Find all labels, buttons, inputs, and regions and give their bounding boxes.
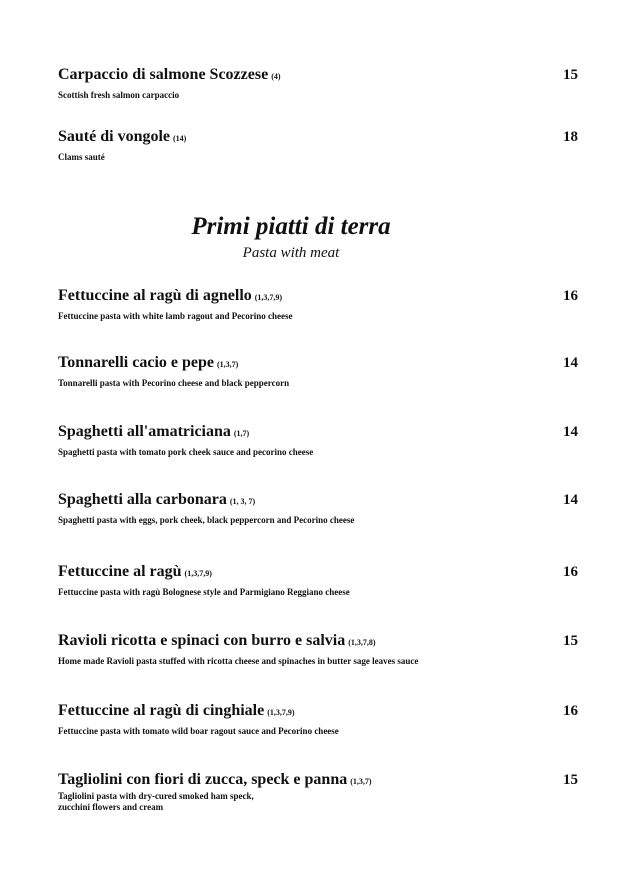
item-description: Scottish fresh salmon carpaccio	[58, 90, 180, 100]
item-name: Spaghetti all'amatriciana (1,7)	[58, 423, 250, 440]
item-name: Ravioli ricotta e spinaci con burro e salvia (1,3,7,8)	[58, 632, 376, 649]
menu-item	[58, 491, 580, 526]
item-allergens: (1,3,7,9)	[184, 569, 212, 578]
item-price: 16	[563, 703, 578, 719]
item-name: Fettuccine al ragù di agnello (1,3,7,9)	[58, 287, 283, 304]
item-allergens: (14)	[173, 134, 187, 143]
item-description: Home made Ravioli pasta stuffed with ricotta cheese and spinaches in butter sage leaves sauce	[58, 656, 419, 666]
item-name: Carpaccio di salmone Scozzese (4)	[58, 66, 281, 83]
item-allergens: (1,3,7,9)	[267, 708, 295, 717]
item-price: 14	[563, 355, 578, 371]
item-price: 14	[563, 424, 578, 440]
item-price: 16	[563, 564, 578, 580]
item-description: Fettuccine pasta with white lamb ragout and Pecorino cheese	[58, 311, 293, 321]
item-allergens: (1,3,7)	[217, 360, 239, 369]
menu-item	[58, 632, 580, 667]
menu-item	[58, 563, 580, 598]
item-price: 15	[563, 633, 578, 649]
item-allergens: (1,3,7,9)	[254, 293, 283, 302]
menu-item	[58, 128, 580, 163]
item-description: Fettuccine pasta with tomato wild boar ragout sauce and Pecorino cheese	[58, 726, 339, 736]
item-description: Tonnarelli pasta with Pecorino cheese and black peppercorn	[58, 378, 290, 388]
menu-item	[58, 354, 580, 389]
item-allergens: (1, 3, 7)	[229, 497, 256, 506]
section-title: Primi piatti di terra	[191, 213, 391, 240]
item-price: 14	[563, 492, 578, 508]
item-price: 18	[563, 129, 578, 145]
menu-item	[58, 771, 580, 813]
item-description: Fettuccine pasta with ragù Bolognese style and Parmigiano Reggiano cheese	[58, 587, 350, 597]
item-name: Fettuccine al ragù di cinghiale (1,3,7,9)	[58, 702, 295, 719]
item-price: 15	[563, 67, 578, 83]
item-name: Spaghetti alla carbonara (1, 3, 7)	[58, 491, 256, 508]
section-subtitle: Pasta with meat	[242, 245, 340, 261]
item-name: Fettuccine al ragù (1,3,7,9)	[58, 563, 212, 580]
item-description: Spaghetti pasta with eggs, pork cheek, black peppercorn and Pecorino cheese	[58, 515, 355, 525]
item-price: 15	[563, 772, 578, 788]
item-allergens: (1,3,7,8)	[348, 638, 376, 647]
item-name: Tagliolini con fiori di zucca, speck e panna (1,3,7)	[58, 771, 372, 788]
menu-item	[58, 66, 580, 101]
item-description: Spaghetti pasta with tomato pork cheek sauce and pecorino cheese	[58, 447, 314, 457]
item-price: 16	[563, 288, 578, 304]
item-allergens: (1,3,7)	[350, 777, 372, 786]
menu-item	[58, 702, 580, 737]
item-name: Sauté di vongole (14)	[58, 128, 187, 145]
item-allergens: (4)	[271, 72, 281, 81]
menu-item	[58, 423, 580, 458]
menu-item	[58, 287, 580, 322]
item-description: Tagliolini pasta with dry-cured smoked ham speck, zucchini flowers and cream	[58, 791, 254, 812]
item-name: Tonnarelli cacio e pepe (1,3,7)	[58, 354, 239, 371]
item-allergens: (1,7)	[233, 429, 250, 438]
item-description: Clams sauté	[58, 152, 105, 162]
